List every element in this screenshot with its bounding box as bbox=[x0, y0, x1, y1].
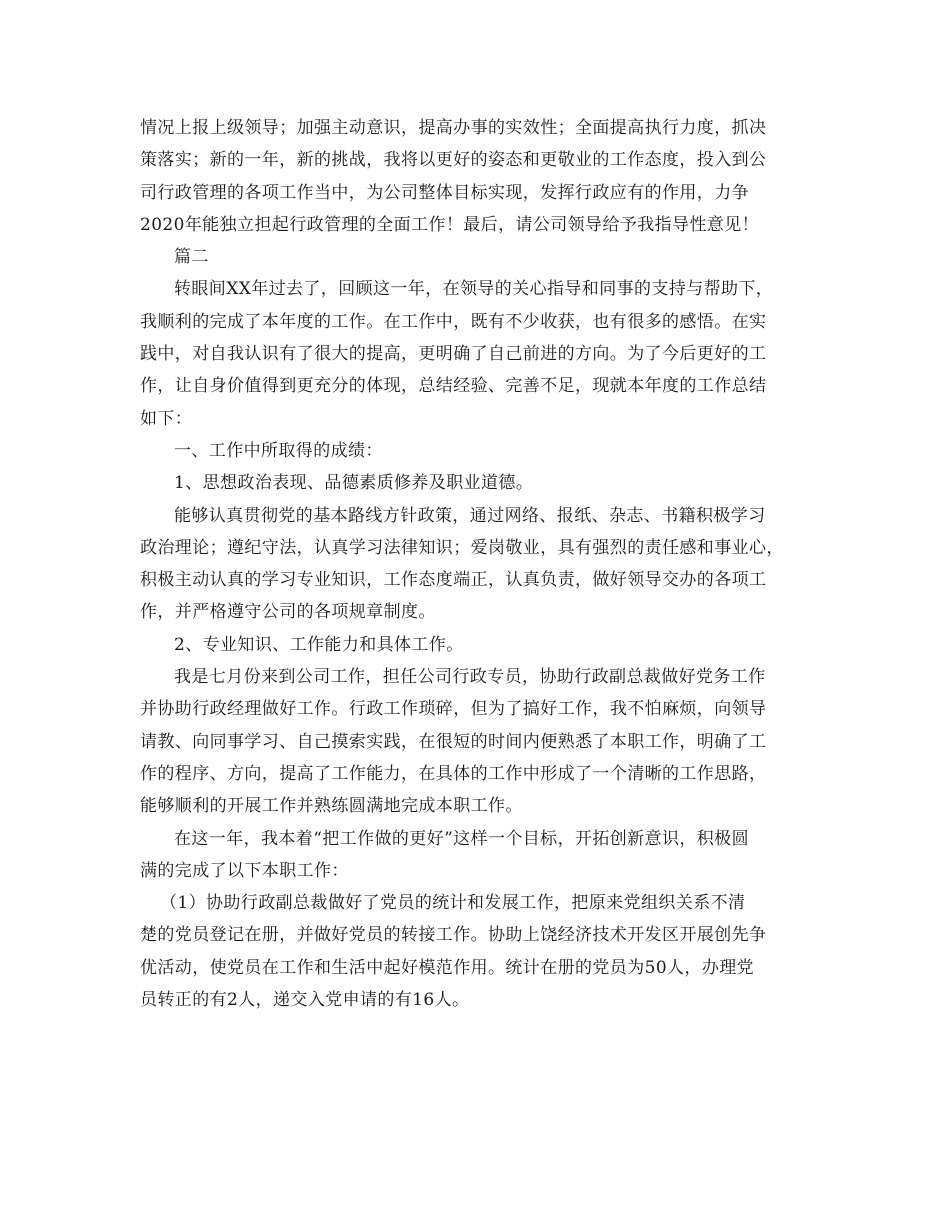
text-line: 如下： bbox=[140, 408, 193, 429]
text-line: 优活动，使党员在工作和生活中起好模范作用。统计在册的党员为50人，办理党 bbox=[140, 957, 755, 978]
text-line: 情况上报上级领导；加强主动意识，提高办事的实效性；全面提高执行力度，抓决 bbox=[140, 118, 767, 138]
text-line: 我是七月份来到公司工作，担任公司行政专员，协助行政副总裁做好党务工作 bbox=[174, 667, 766, 688]
subheading: 2、专业知识、工作能力和具体工作。 bbox=[174, 634, 464, 655]
section-heading: 篇二 bbox=[174, 247, 209, 268]
text-line: 积极主动认真的学习专业知识，工作态度端正，认真负责，做好领导交办的各项工 bbox=[140, 570, 767, 591]
text-line: 并协助行政经理做好工作。行政工作琐碎，但为了搞好工作，我不怕麻烦，向领导 bbox=[140, 699, 767, 720]
document-body bbox=[140, 112, 812, 1016]
text-line: 践中，对自我认识有了很大的提高，更明确了自己前进的方向。为了今后更好的工 bbox=[140, 344, 767, 365]
text-line: 作，让自身价值得到更充分的体现，总结经验、完善不足，现就本年度的工作总结 bbox=[140, 376, 767, 397]
text-line: 转眼间XX年过去了，回顾这一年，在领导的关心指导和同事的支持与帮助下， bbox=[174, 279, 774, 300]
text-line: 2020年能独立担起行政管理的全面工作！最后，请公司领导给予我指导性意见！ bbox=[140, 214, 760, 235]
text-line: 能够认真贯彻党的基本路线方针政策，通过网络、报纸、杂志、书籍积极学习 bbox=[174, 505, 766, 526]
text-line: 司行政管理的各项工作当中，为公司整体目标实现，发挥行政应有的作用，力争 bbox=[140, 182, 749, 203]
subheading: 1、思想政治表现、品德素质修养及职业道德。 bbox=[174, 473, 534, 494]
text-line: 满的完成了以下本职工作： bbox=[140, 860, 349, 881]
text-line: 作的程序、方向，提高了工作能力，在具体的工作中形成了一个清晰的工作思路， bbox=[140, 763, 767, 784]
subheading: 一、工作中所取得的成绩： bbox=[174, 440, 383, 461]
text-line: 我顺利的完成了本年度的工作。在工作中，既有不少收获，也有很多的感悟。在实 bbox=[140, 311, 767, 332]
text-line: 在这一年，我本着“把工作做的更好”这样一个目标，开拓创新意识，积极圆 bbox=[174, 828, 749, 849]
text-line: 员转正的有2人，递交入党申请的有16人。 bbox=[140, 990, 470, 1011]
text-line: 楚的党员登记在册，并做好党员的转接工作。协助上饶经济技术开发区开展创先争 bbox=[140, 925, 767, 946]
text-line: 能够顺利的开展工作并熟练圆满地完成本职工作。 bbox=[140, 796, 523, 817]
text-line: （1）协助行政副总裁做好了党员的统计和发展工作，把原来党组织关系不清 bbox=[160, 893, 746, 914]
text-line: 作，并严格遵守公司的各项规章制度。 bbox=[140, 602, 436, 623]
text-line: 策落实；新的一年，新的挑战，我将以更好的姿态和更敬业的工作态度，投入到公 bbox=[140, 150, 767, 171]
text-line: 请教、向同事学习、自己摸索实践，在很短的时间内便熟悉了本职工作，明确了工 bbox=[140, 731, 767, 752]
text-line: 政治理论；遵纪守法，认真学习法律知识；爱岗敬业，具有强烈的责任感和事业心， bbox=[140, 537, 784, 558]
